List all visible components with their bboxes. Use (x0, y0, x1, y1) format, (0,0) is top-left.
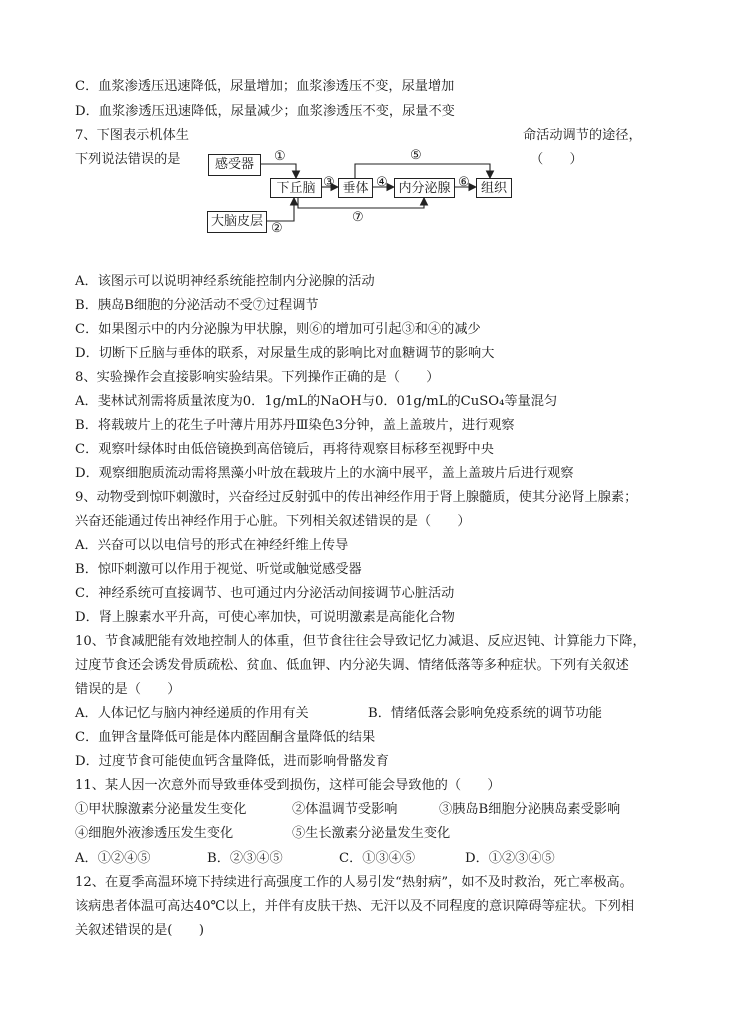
q9-option-a: A．兴奋可以以电信号的形式在神经纤维上传导 (75, 538, 349, 553)
q10-option-a: A．人体记忆与脑内神经递质的作用有关 (75, 706, 309, 721)
label-2: ② (271, 221, 283, 236)
q10-option-c: C．血钾含量降低可能是体内醛固酮含量降低的结果 (75, 730, 376, 745)
q10-stem-1: 10、节食减肥能有效地控制人的体重，但节食往往会导致记忆力减退、反应迟钝、计算能力下降， (75, 634, 646, 649)
q11-item-5: ⑤生长激素分泌量发生变化 (292, 826, 451, 841)
q10-stem-2: 过度节食还会诱发骨质疏松、贫血、低血钾、内分泌失调、情绪低落等多种症状。下列有关叙述 (75, 658, 629, 673)
q12-stem-1: 12、在夏季高温环境下持续进行高强度工作的人易引发“热射病”，如不及时救治，死亡率极高。 (75, 875, 633, 890)
q7-option-c: C．如果图示中的内分泌腺为甲状腺，则⑥的增加可引起③和④的减少 (75, 322, 481, 337)
q7-option-b: B．胰岛B细胞的分泌活动不受⑦过程调节 (75, 298, 319, 313)
q10-option-b: B．情绪低落会影响免疫系统的调节功能 (368, 706, 602, 721)
label-1: ① (274, 149, 286, 164)
q9-option-b: B．惊吓刺激可以作用于视觉、听觉或触觉感受器 (75, 562, 362, 577)
tissue-box: 组织 (476, 178, 512, 198)
pituitary-box: 垂体 (338, 178, 373, 198)
arrow-2 (267, 198, 294, 221)
endocrine-gland-box: 内分泌腺 (394, 178, 455, 198)
q8-option-d: D．观察细胞质流动需将黑藻小叶放在载玻片上的水滴中展平，盖上盖玻片后进行观察 (75, 466, 574, 481)
q12-stem-3: 关叙述错误的是( ) (75, 923, 204, 938)
q8-stem: 8、实验操作会直接影响实验结果。下列操作正确的是（ ） (75, 370, 440, 385)
sensor-box: 感受器 (208, 154, 261, 176)
diagram-arrows (0, 0, 737, 250)
q7-option-d: D．切断下丘脑与垂体的联系，对尿量生成的影响比对血糖调节的影响大 (75, 346, 495, 361)
label-3: ③ (323, 175, 335, 190)
q6-option-c: C．血浆渗透压迅速降低，尿量增加；血浆渗透压不变，尿量增加 (75, 79, 455, 94)
q11-item-4: ④细胞外液渗透压发生变化 (75, 826, 234, 841)
q11-item-2: ②体温调节受影响 (292, 802, 398, 817)
q7-option-a: A．该图示可以说明神经系统能控制内分泌腺的活动 (75, 274, 375, 289)
arrow-1 (261, 164, 296, 178)
arrow-7 (298, 198, 424, 208)
q9-stem-1: 9、动物受到惊吓刺激时，兴奋经过反射弧中的传出神经作用于肾上腺髓质，使其分泌肾上腺素； (75, 490, 638, 505)
label-5: ⑤ (410, 148, 422, 163)
cortex-box: 大脑皮层 (207, 211, 267, 233)
q7-answer-paren: （ ） (530, 152, 583, 167)
q11-choice-d: D．①②③④⑤ (465, 851, 555, 866)
q7-stem-line2: 下列说法错误的是 (75, 152, 181, 167)
label-7: ⑦ (352, 210, 364, 225)
q9-option-d: D．肾上腺素水平升高，可使心率加快，可说明激素是高能化合物 (75, 610, 455, 625)
q8-option-c: C．观察叶绿体时由低倍镜换到高倍镜后，再将待观察目标移至视野中央 (75, 442, 494, 457)
q9-option-c: C．神经系统可直接调节、也可通过内分泌活动间接调节心脏活动 (75, 586, 455, 601)
label-4: ④ (376, 175, 388, 190)
q10-option-d: D．过度节食可能使血钙含量降低，进而影响骨骼发育 (75, 754, 389, 769)
q9-stem-2: 兴奋还能通过传出神经作用于心脏。下列相关叙述错误的是（ ） (75, 514, 471, 529)
q8-option-a: A．斐林试剂需将质量浓度为0．1g/mL的NaOH与0．01g/mL的CuSO₄等量混匀 (75, 394, 558, 409)
q8-option-b: B．将载玻片上的花生子叶薄片用苏丹Ⅲ染色3分钟，盖上盖玻片，进行观察 (75, 418, 515, 433)
q11-stem: 11、某人因一次意外而导致垂体受到损伤，这样可能会导致他的（ ） (75, 778, 501, 793)
hypothalamus-box: 下丘脑 (270, 178, 322, 198)
q11-item-1: ①甲状腺激素分泌量发生变化 (75, 802, 247, 817)
q6-option-d: D．血浆渗透压迅速降低，尿量减少；血浆渗透压不变，尿量不变 (75, 104, 455, 119)
q7-stem-right: 命活动调节的途径， (523, 128, 642, 143)
q10-stem-3: 错误的是（ ） (75, 682, 181, 697)
q7-stem-left: 7、下图表示机体生 (75, 128, 189, 143)
q11-item-3: ③胰岛B细胞分泌胰岛素受影响 (439, 802, 621, 817)
q11-choice-c: C．①③④⑤ (339, 851, 416, 866)
label-6: ⑥ (458, 175, 470, 190)
q12-stem-2: 该病患者体温可高达40℃以上，并伴有皮肤干热、无汗以及不同程度的意识障碍等症状。下列相 (75, 899, 635, 914)
q11-choice-a: A．①②④⑤ (75, 851, 151, 866)
q11-choice-b: B．②③④⑤ (207, 851, 283, 866)
